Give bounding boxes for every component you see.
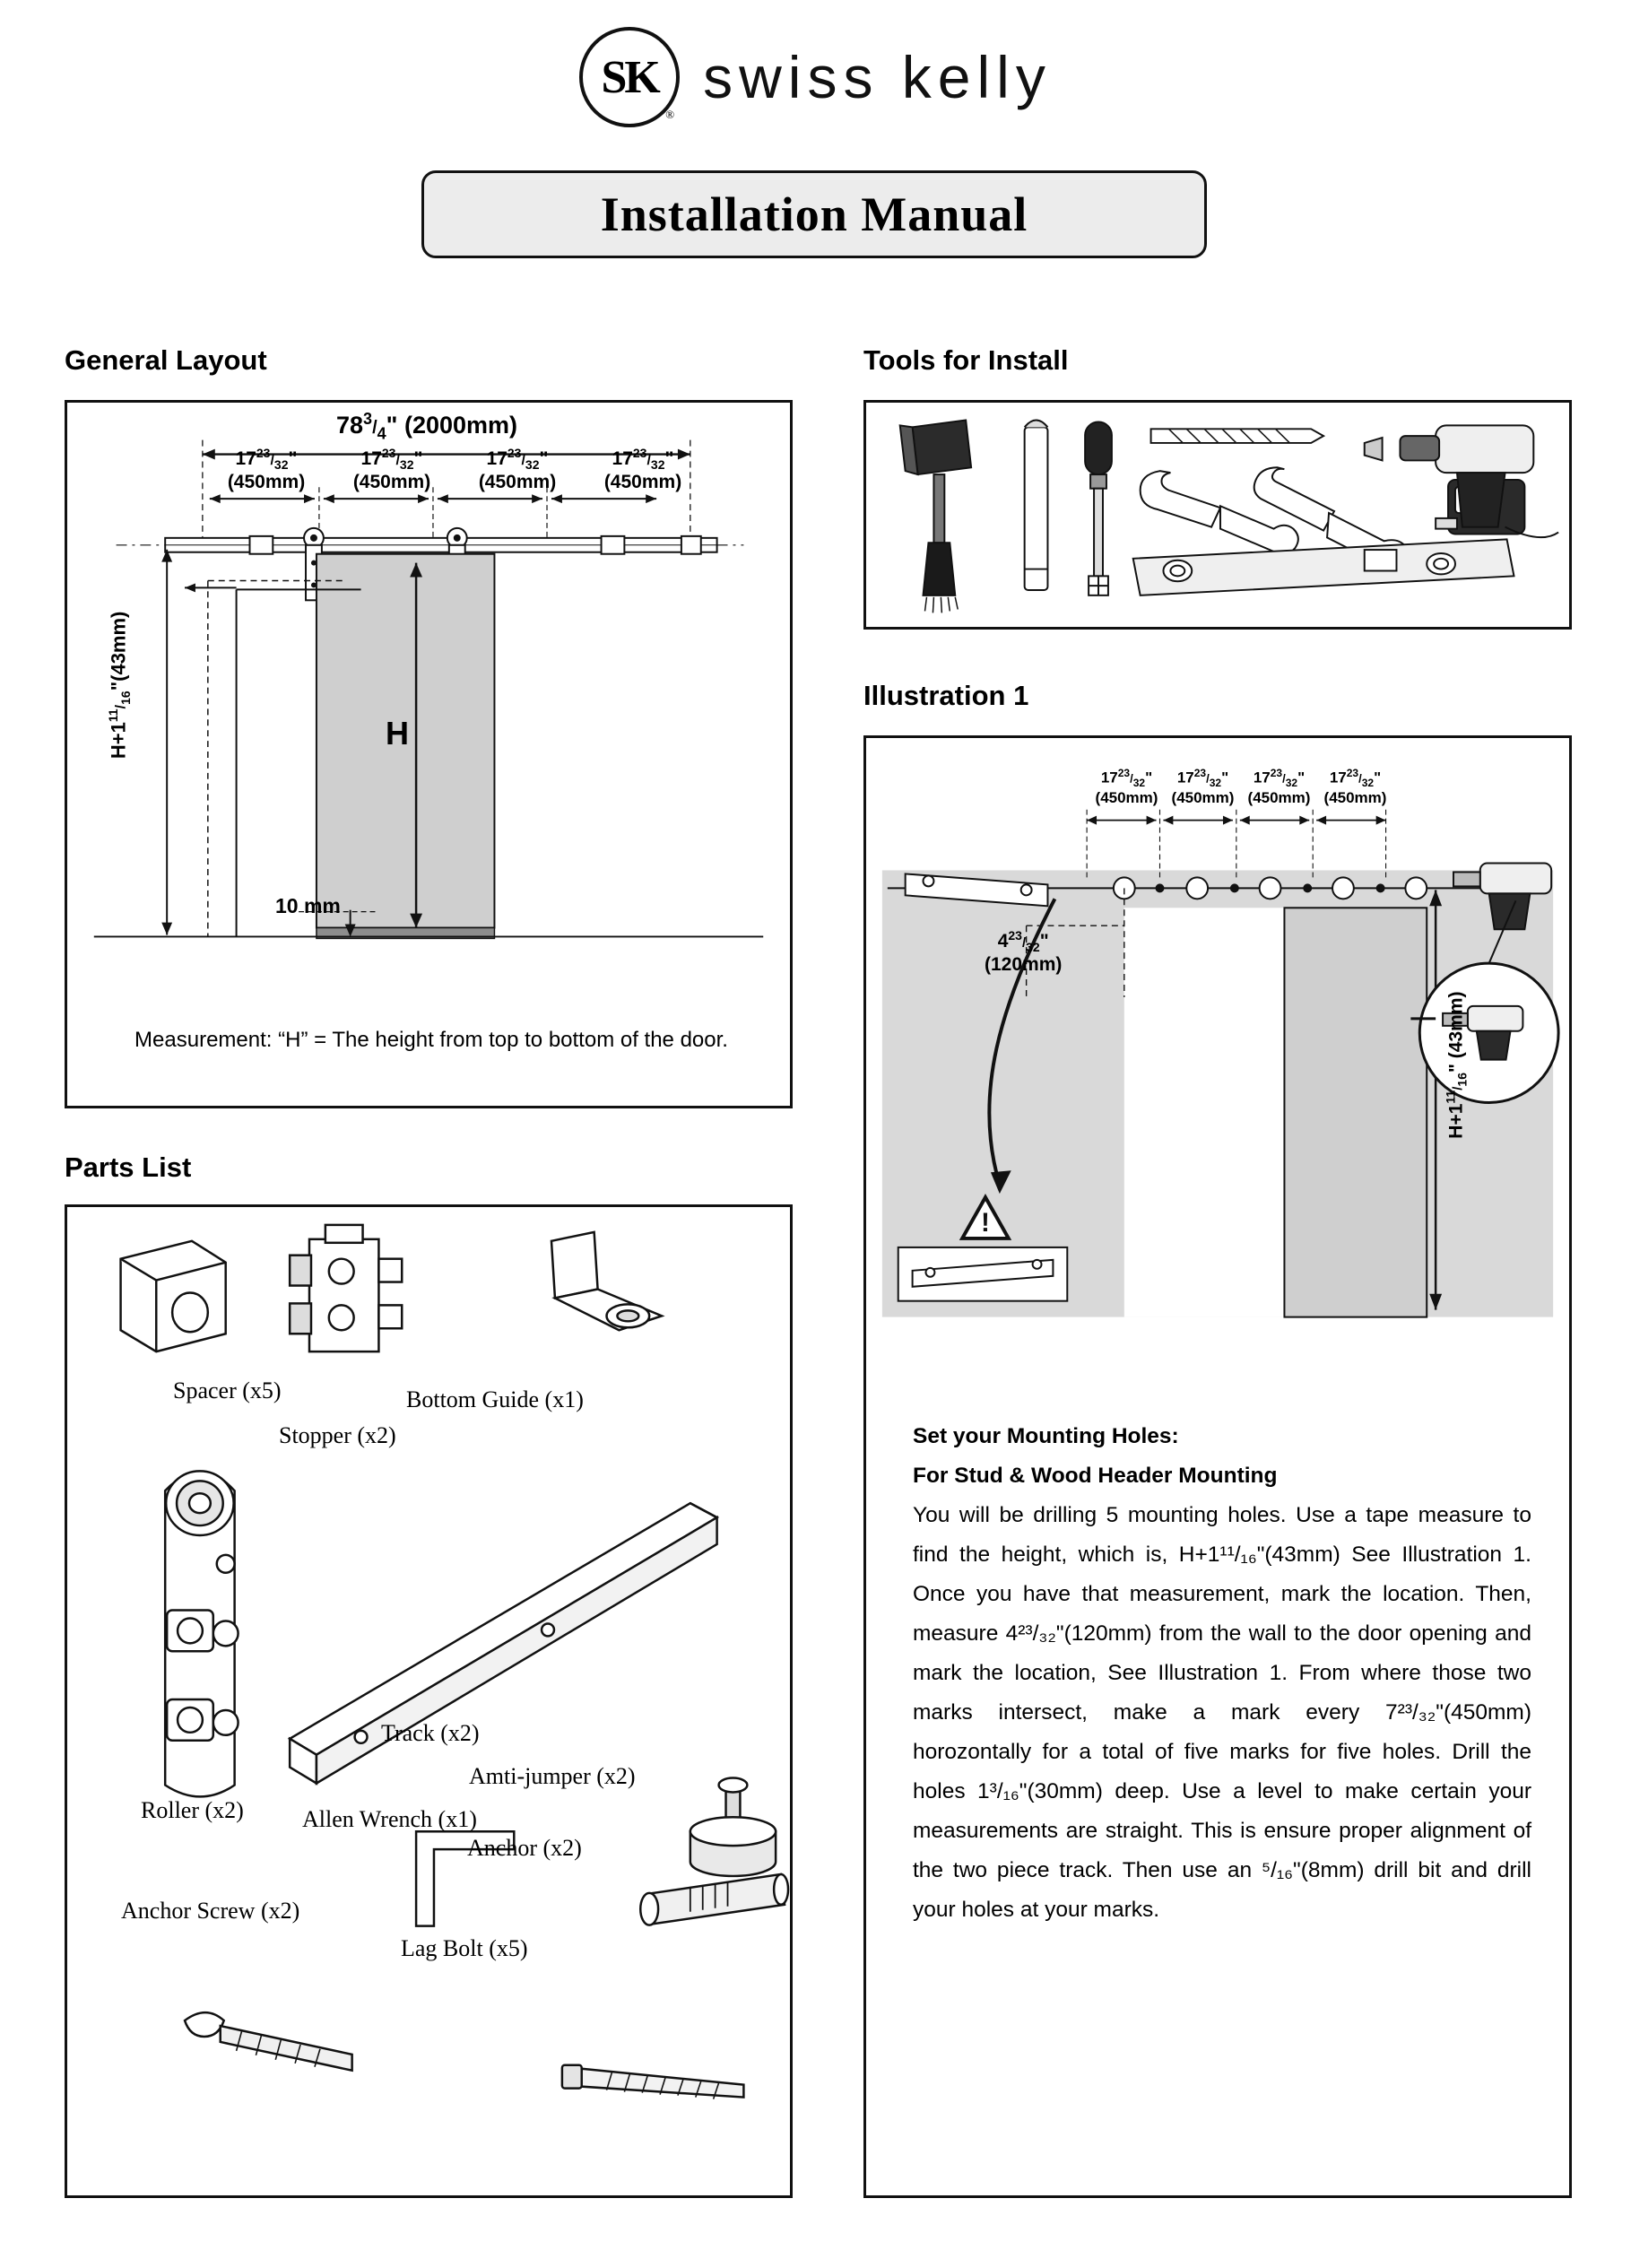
ill-spacing-3: $17^{23}/_{32}$" (450mm) [1247,767,1311,807]
ill-spacing-1: $17^{23}/_{32}$" (450mm) [1095,767,1158,807]
parts-list-diagram [65,1204,793,2198]
track-part-icon [290,1503,716,1783]
section-heading-general-layout: General Layout [65,344,267,376]
ill-spacing-labels [1089,767,1393,807]
measurement-note: Measurement: “H” = The height from top to bottom of the door. [134,1028,728,1052]
ill-spacing-2: $17^{23}/_{32}$" (450mm) [1171,767,1235,807]
wall-offset-label: $4^{23}/_{32}$" (120mm) [985,928,1063,976]
stopper-part-icon [290,1225,402,1351]
logo-icon [579,27,680,127]
general-layout-diagram [65,400,793,1108]
part-label-track: Track (x2) [381,1720,480,1746]
wall-height-label: $H+1^{11}/_{16}"(43mm)$ [106,611,133,760]
part-label-bottom-guide: Bottom Guide (x1) [406,1386,584,1412]
svg-text:!: ! [981,1207,990,1238]
instructions-heading-1: Set your Mounting Holes: [913,1424,1179,1448]
drill-bit-icon [1151,429,1324,443]
door-height-letter: H [386,715,409,752]
instructions-heading-2: For Stud & Wood Header Mounting [913,1464,1278,1488]
anchor-part-icon [640,1874,788,1925]
part-label-roller: Roller (x2) [141,1797,244,1823]
part-label-stopper: Stopper (x2) [279,1422,396,1448]
part-label-lag-bolt: Lag Bolt (x5) [401,1935,528,1961]
brand-name: swiss kelly [703,44,1052,110]
general-layout-svg [67,403,790,1106]
screwdriver-icon [1085,421,1112,595]
level-icon [1133,539,1514,595]
parts-svg [67,1207,790,2195]
anti-jumper-part-icon [690,1778,776,1876]
section-heading-tools: Tools for Install [863,344,1069,376]
spacing-label-1: $17^{23}/_{32}$" (450mm) [227,446,306,493]
section-heading-parts-list: Parts List [65,1151,192,1183]
instructions-body: You will be drilling 5 mounting holes. Use a tape measure to find the height, which is, H+1¹¹/₁₆"(43mm) See Illustration 1. Once you have that measurement, mark the location. Then, measure 4²³/₃₂"(120mm) from the wall to the door opening and mark the location, See Illustration 1. From where those two marks intersect, make a mark every 7²³/₃₂"(450mm) horozontally for a total of five marks for five holes. Drill the holes 1³/₁₆"(30mm) deep. Use a level to make certain your measurements are straight. This is ensure proper alignment of the two piece track. Then use an ⁵/₁₆"(8mm) drill bit and drill your holes at your marks. [913,1503,1531,1922]
chisel-icon [1025,421,1048,590]
page-title-banner [421,170,1207,258]
part-label-spacer: Spacer (x5) [173,1377,282,1403]
ill-height-label: $H+1^{11}/_{16}$" (43mm) [1443,991,1470,1139]
registered-mark: ® [665,108,675,121]
ill-spacing-4: $17^{23}/_{32}$" (450mm) [1323,767,1387,807]
part-label-anti-jumper: Amti-jumper (x2) [469,1763,636,1789]
brand-header [0,27,1631,127]
instructions-block [913,1417,1531,1930]
spacing-label-2: $17^{23}/_{32}$" (450mm) [352,446,431,493]
power-drill-icon [1365,425,1558,537]
spacing-label-4: $17^{23}/_{32}$" (450mm) [603,446,682,493]
spacer-part-icon [121,1241,226,1351]
anchor-screw-part-icon [185,2012,352,2071]
section-heading-illustration-1: Illustration 1 [863,680,1029,711]
page-title: Installation Manual [600,187,1028,241]
roller-part-icon [165,1471,238,1796]
overall-width-label: $78^3/_4$" (2000mm) [336,410,518,443]
spacing-labels-row [204,446,706,493]
part-label-anchor: Anchor (x2) [467,1835,582,1861]
part-label-allen-wrench: Allen Wrench (x1) [302,1806,477,1832]
logo-text: SK [601,51,658,103]
spacing-label-3: $17^{23}/_{32}$" (450mm) [478,446,557,493]
tools-diagram [863,400,1572,630]
bottom-guide-part-icon [551,1232,662,1330]
part-label-anchor-screw: Anchor Screw (x2) [121,1898,300,1924]
tools-svg [866,403,1569,627]
floor-gap-label: 10 mm [275,894,341,917]
lag-bolt-part-icon [562,2065,743,2099]
mallet-icon [900,421,971,613]
